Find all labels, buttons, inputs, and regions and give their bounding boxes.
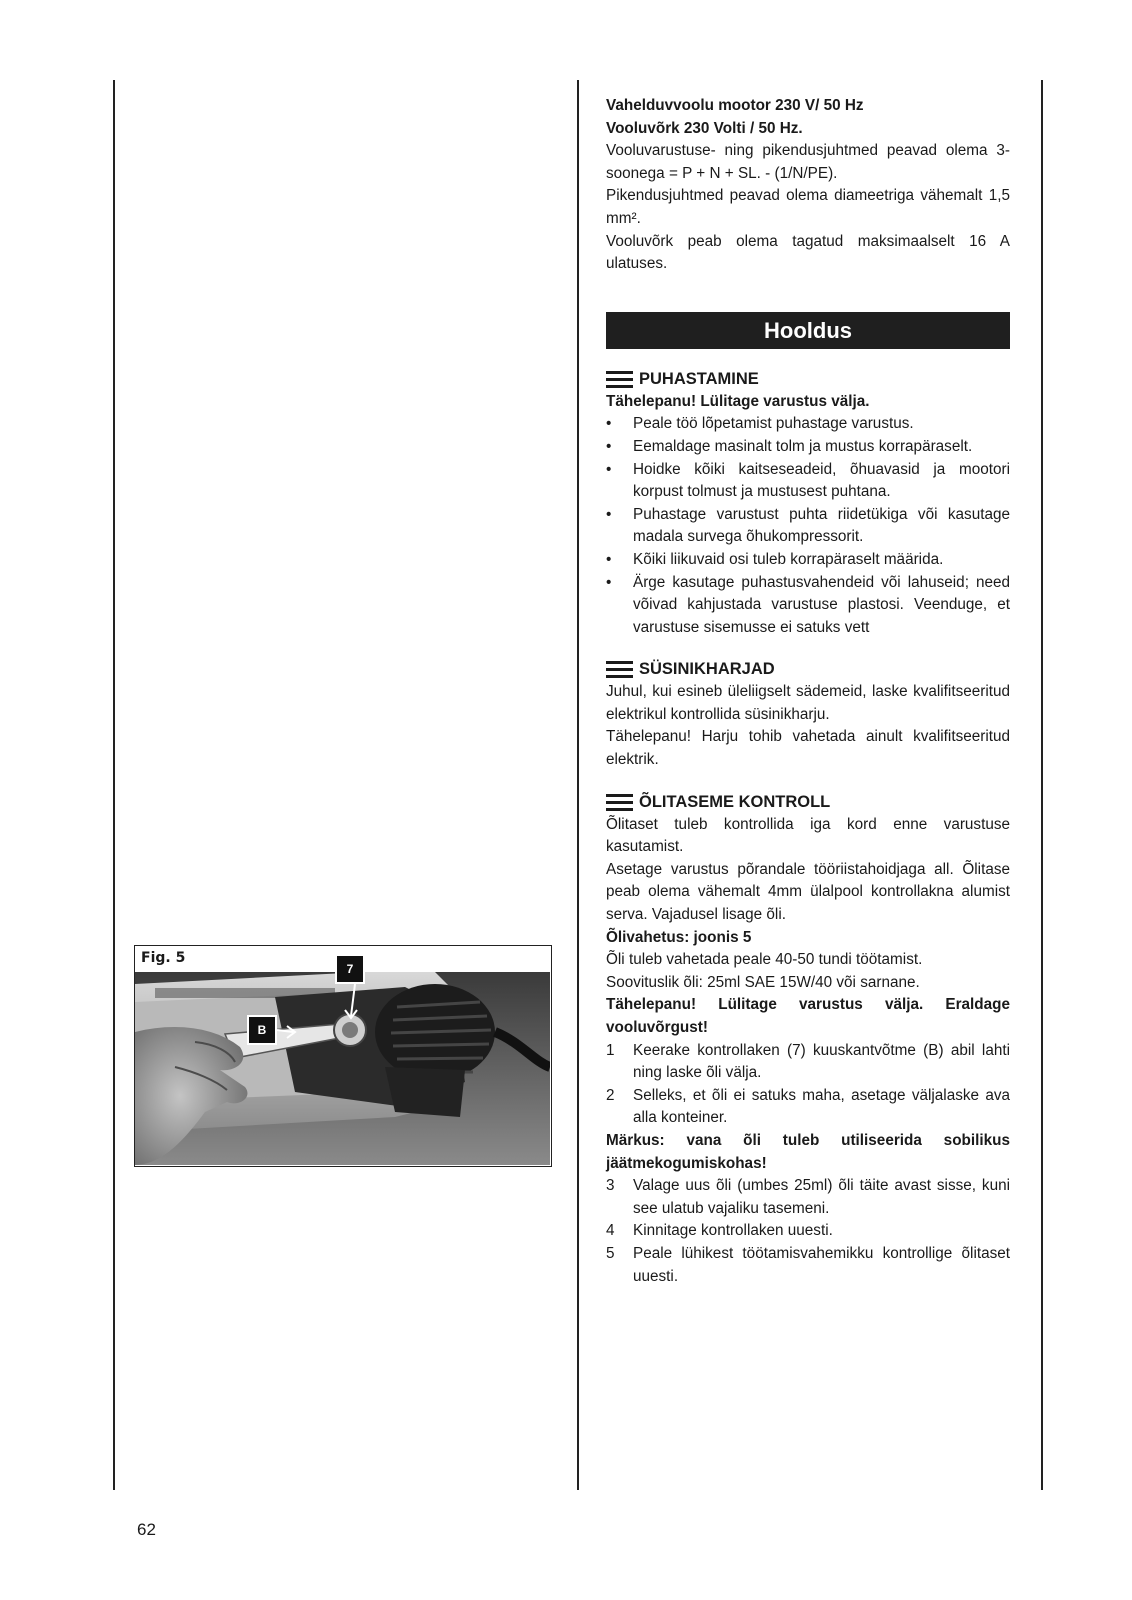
oil-recommendation: Soovituslik õli: 25ml SAE 15W/40 või sarnane.: [606, 973, 920, 991]
brushes-text: Juhul, kui esineb üleliigselt sädemeid, laske kvalifitseeritud elektrikul kontrollida süsinikharju.: [606, 683, 1010, 723]
mains-spec: Vooluvõrk 230 Volti / 50 Hz.: [606, 119, 803, 137]
brushes-heading-text: SÜSINIKHARJAD: [639, 660, 775, 679]
callout-7: 7: [335, 954, 365, 984]
oil-change-interval: Õli tuleb vahetada peale 40-50 tundi töötamist.: [606, 951, 923, 969]
list-item: • Eemaldage masinalt tolm ja mustus korrapäraselt.: [606, 437, 973, 455]
brushes-warning: Tähelepanu! Harju tohib vahetada ainult kvalifitseeritud elektrik.: [606, 728, 1010, 769]
cleaning-list: [606, 413, 1010, 639]
list-item: • Ärge kasutage puhastusvahendeid või lahuseid; need võivad kahjustada varustuse plastosi. Veenduge, et varustuse sisemusse ei satuks vett: [606, 573, 1010, 636]
cleaning-heading: [606, 367, 1010, 391]
section-lines-icon: [606, 370, 633, 388]
oil-disposal-note: Märkus: vana õli tuleb utiliseerida sobilikus jäätmekogumiskohas!: [606, 1131, 1010, 1172]
list-item: 2 Selleks, et õli ei satuks maha, asetage väljalaske ava alla konteiner.: [606, 1086, 1010, 1127]
list-item: • Puhastage varustust puhta riidetükiga või kasutage madala survega õhukompressorit.: [606, 505, 1010, 546]
section-title-bar: Hooldus: [606, 312, 1010, 349]
right-column: [606, 95, 1010, 1288]
figure-photo: [135, 972, 550, 1165]
left-column-rule: [113, 80, 115, 1490]
figure-label: Fig. 5: [141, 950, 186, 966]
list-item: 4 Kinnitage kontrollaken uuesti.: [606, 1222, 833, 1240]
oil-change-title: Õlivahetus: joonis 5: [606, 928, 752, 946]
cleaning-warning: Tähelepanu! Lülitage varustus välja.: [606, 392, 870, 410]
cable-requirement: Vooluvarustuse- ning pikendusjuhtmed peavad olema 3-soonega = P + N + SL. - (1/N/PE).: [606, 142, 1010, 182]
figure-5: [134, 945, 552, 1167]
brushes-heading: [606, 657, 1010, 681]
list-item: 1 Keerake kontrollaken (7) kuuskantvõtme (B) abil lahti ning laske õli välja.: [606, 1041, 1010, 1082]
section-lines-icon: [606, 793, 633, 811]
oil-steps-b: [606, 1175, 1010, 1288]
list-item: 3 Valage uus õli (umbes 25ml) õli täite avast sisse, kuni see ulatub vajaliku tasemeni.: [606, 1177, 1010, 1217]
center-column-rule: [577, 80, 579, 1490]
page-number: 62: [137, 1520, 156, 1539]
oil-check-text: Õlitaset tuleb kontrollida iga kord enne varustuse kasutamist.: [606, 815, 1010, 856]
section-lines-icon: [606, 660, 633, 678]
oil-steps-a: [606, 1040, 1010, 1130]
list-item: 5 Peale lühikest töötamisvahemikku kontrollige õlitaset uuesti.: [606, 1244, 1010, 1285]
list-item: • Hoidke kõiki kaitseseadeid, õhuavasid ja mootori korpust tolmust ja mustusest puhtana.: [606, 460, 1010, 501]
oil-level-text: Asetage varustus põrandale tööriistahoidjaga all. Õlitase peab olema vähemalt 4mm ülalpool kontrollakna alumist serva. Vajadusel lisage õli.: [606, 860, 1010, 924]
oil-warning: Tähelepanu! Lülitage varustus välja. Eraldage vooluvõrgust!: [606, 996, 1010, 1036]
list-item: • Peale töö lõpetamist puhastage varustus.: [606, 415, 914, 433]
extension-diameter: Pikendusjuhtmed peavad olema diameetriga vähemalt 1,5 mm².: [606, 187, 1010, 227]
callout-b: B: [247, 1015, 277, 1045]
oil-heading-text: ÕLITASEME KONTROLL: [639, 792, 831, 811]
list-item: • Kõiki liikuvaid osi tuleb korrapäraselt määrida.: [606, 550, 944, 568]
fuse-requirement: Vooluvõrk peab olema tagatud maksimaalselt 16 A ulatuses.: [606, 232, 1010, 273]
cleaning-heading-text: PUHASTAMINE: [639, 369, 759, 388]
motor-spec: Vahelduvvoolu mootor 230 V/ 50 Hz: [606, 97, 864, 114]
oil-heading: [606, 790, 1010, 814]
right-column-rule: [1041, 80, 1043, 1490]
